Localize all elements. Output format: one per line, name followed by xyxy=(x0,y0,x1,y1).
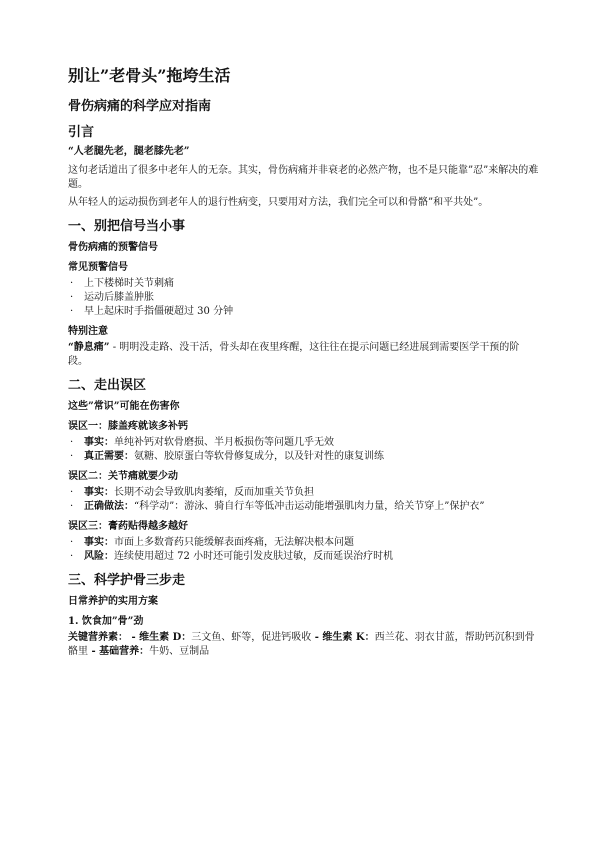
intro-quote: “人老腿先老，腿老膝先老” xyxy=(68,146,190,157)
section-3-heading: 三、科学护骨三步走 xyxy=(68,573,186,588)
section-2-subheading: 这些”常识”可能在伤害你 xyxy=(68,401,180,412)
step-1-paragraph xyxy=(68,631,539,659)
myth-1-title: 误区一：膝盖疼就该多补钙 xyxy=(68,421,188,432)
step-1-title: 1. 饮食加”骨”劲 xyxy=(68,616,144,627)
vitamin-d-label: - 维生素 D： xyxy=(128,632,192,643)
item-label: 事实： xyxy=(84,537,114,548)
list-item: · 运动后膝盖肿胀 xyxy=(68,291,539,305)
item-label: 风险： xyxy=(84,551,114,562)
vitamin-k-label: - 维生素 K： xyxy=(311,632,375,643)
section-1-subheading: 骨伤病痛的预警信号 xyxy=(68,242,158,253)
list-item xyxy=(68,436,539,450)
list-item xyxy=(68,550,539,564)
vitamin-d-text: 三文鱼、虾等，促进钙吸收 xyxy=(191,632,312,643)
intro-heading: 引言 xyxy=(68,125,95,140)
special-note-text: - 明明没走路、没干活，骨头却在夜里疼醒，这往往在提示问题已经进展到需要医学干预的阶段。 xyxy=(68,342,520,367)
section-2-heading: 二、走出误区 xyxy=(68,378,147,393)
basic-nutrition-text: 牛奶、豆制品 xyxy=(149,646,210,657)
special-note-term: “静息痛” xyxy=(68,342,110,353)
myth-2-list xyxy=(68,486,539,514)
item-label: 真正需要： xyxy=(84,451,134,462)
item-label: 事实： xyxy=(84,487,114,498)
special-note-paragraph xyxy=(68,341,539,369)
item-label: 正确做法： xyxy=(84,501,134,512)
myth-1-list xyxy=(68,436,539,464)
intro-paragraph-1: 这句老话道出了很多中老年人的无奈。其实，骨伤病痛并非衰老的必然产物，也不是只能靠”忍”来解决的难题。 xyxy=(68,165,539,190)
item-text: 长期不动会导致肌肉萎缩，反而加重关节负担 xyxy=(114,487,314,498)
myth-3-list xyxy=(68,536,539,564)
list-item: · 上下楼梯时关节刺痛 xyxy=(68,277,539,291)
document-subtitle: 骨伤病痛的科学应对指南 xyxy=(68,99,212,114)
list-item xyxy=(68,536,539,550)
item-text: 市面上多数膏药只能缓解表面疼痛，无法解决根本问题 xyxy=(114,537,354,548)
intro-paragraph-2: 从年轻人的运动损伤到老年人的退行性病变，只要用对方法，我们完全可以和骨骼”和平共处”。 xyxy=(68,197,489,208)
myth-2-title: 误区二：关节痛就要少动 xyxy=(68,471,178,482)
vitamin-k-text: 西兰花、羽衣甘蓝，帮助钙沉积到骨骼里 xyxy=(68,632,535,657)
key-nutrients-label: 关键营养素： xyxy=(68,632,128,643)
item-text: 连续使用超过 72 小时还可能引发皮肤过敏，反而延误治疗时机 xyxy=(114,551,394,562)
special-note-title: 特别注意 xyxy=(68,326,108,337)
document-title: 别让”老骨头”拖垮生活 xyxy=(68,66,231,85)
basic-nutrition-label: - 基础营养： xyxy=(88,646,150,657)
item-text: 氨糖、胶原蛋白等软骨修复成分，以及针对性的康复训练 xyxy=(134,451,384,462)
list-item: · 早上起床时手指僵硬超过 30 分钟 xyxy=(68,305,539,319)
list-item xyxy=(68,500,539,514)
myth-3-title: 误区三：膏药贴得越多越好 xyxy=(68,521,188,532)
item-text: “科学动”：游泳、骑自行车等低冲击运动能增强肌肉力量，给关节穿上”保护衣” xyxy=(134,501,485,512)
item-text: 单纯补钙对软骨磨损、半月板损伤等问题几乎无效 xyxy=(114,437,334,448)
section-3-subheading: 日常养护的实用方案 xyxy=(68,596,158,607)
list-item xyxy=(68,450,539,464)
common-signals-title: 常见预警信号 xyxy=(68,262,128,273)
list-item xyxy=(68,486,539,500)
common-signals-list xyxy=(68,277,539,319)
item-label: 事实： xyxy=(84,437,114,448)
section-1-heading: 一、别把信号当小事 xyxy=(68,219,186,234)
